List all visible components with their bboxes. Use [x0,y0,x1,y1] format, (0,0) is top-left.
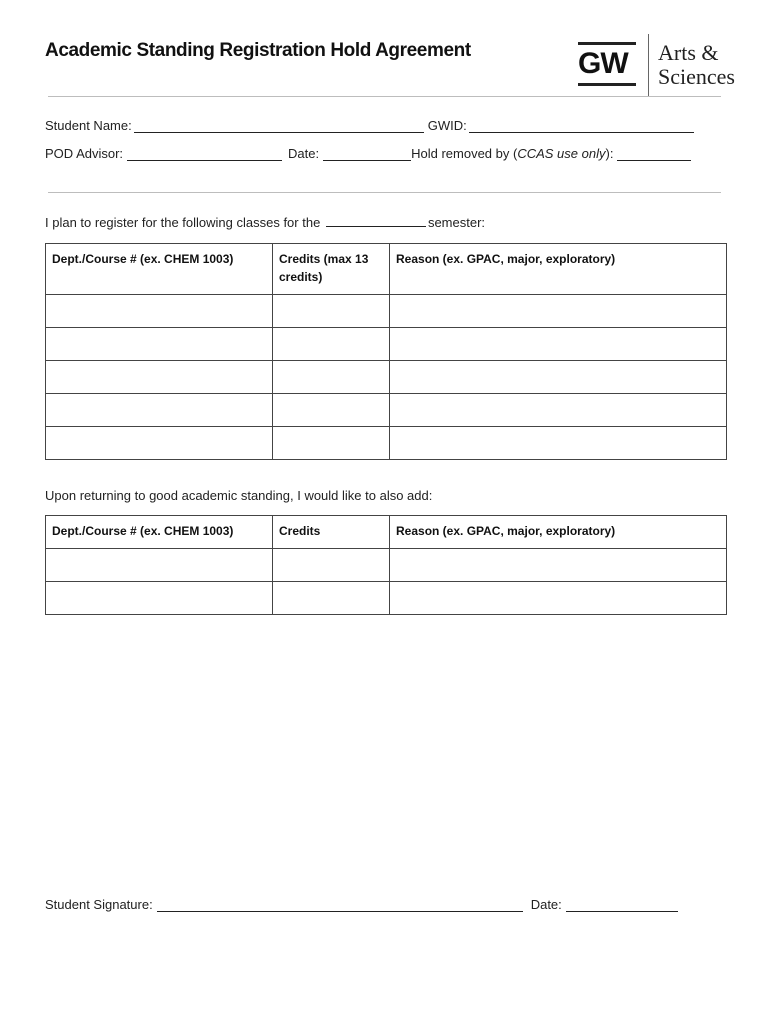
logo-text-line2: Sciences [658,64,735,89]
reason-cell[interactable] [390,361,727,394]
course-cell[interactable] [46,361,273,394]
course-cell[interactable] [46,295,273,328]
table-row [46,394,727,427]
logo-divider [648,34,649,96]
column-header-reason: Reason (ex. GPAC, major, exploratory) [390,516,727,549]
table-row [46,328,727,361]
additional-classes-table [45,515,727,615]
credits-cell[interactable] [273,427,390,460]
date-label: Date: [288,146,320,161]
student-name-row [45,118,696,133]
credits-cell[interactable] [273,394,390,427]
table-row [46,549,727,582]
signature-date-label: Date: [530,897,562,912]
credits-cell[interactable] [273,549,390,582]
table-row [46,427,727,460]
planned-classes-table [45,243,727,460]
gw-arts-sciences-logo [578,34,743,96]
course-cell[interactable] [46,394,273,427]
reason-cell[interactable] [390,394,727,427]
credits-cell[interactable] [273,361,390,394]
signature-row [45,897,680,912]
logo-text-line1: Arts & [658,40,719,65]
column-header-credits: Credits (max 13 credits) [273,244,390,295]
hold-removed-label: Hold removed by (CCAS use only): [411,146,614,161]
reason-cell[interactable] [390,549,727,582]
reason-cell[interactable] [390,582,727,615]
add-intro: Upon returning to good academic standing, I would like to also add: [45,488,433,503]
semester-line[interactable] [326,214,426,227]
gw-logo-mark: GW [578,42,636,86]
course-cell[interactable] [46,549,273,582]
pod-advisor-line[interactable] [127,146,282,161]
plan-intro-prefix: I plan to register for the following classes for the [45,215,321,230]
table-row [46,295,727,328]
table-header-row [46,244,727,295]
reason-cell[interactable] [390,328,727,361]
credits-cell[interactable] [273,582,390,615]
column-header-course: Dept./Course # (ex. CHEM 1003) [46,516,273,549]
credits-cell[interactable] [273,328,390,361]
reason-cell[interactable] [390,427,727,460]
section-divider [48,192,721,193]
plan-intro-suffix: semester: [427,215,486,230]
reason-cell[interactable] [390,295,727,328]
signature-date-line[interactable] [566,897,678,912]
course-cell[interactable] [46,427,273,460]
advisor-row [45,146,693,161]
column-header-reason: Reason (ex. GPAC, major, exploratory) [390,244,727,295]
table-row [46,361,727,394]
page-title: Academic Standing Registration Hold Agreement [45,40,471,61]
header-divider [48,96,721,97]
signature-label: Student Signature: [45,897,153,912]
credits-cell[interactable] [273,295,390,328]
column-header-course: Dept./Course # (ex. CHEM 1003) [46,244,273,295]
table-header-row [46,516,727,549]
plan-intro [45,214,485,230]
pod-advisor-label: POD Advisor: [45,146,124,161]
student-name-label: Student Name: [45,118,132,133]
course-cell[interactable] [46,582,273,615]
signature-line[interactable] [157,897,523,912]
hold-removed-line[interactable] [617,146,691,161]
date-line[interactable] [323,146,411,161]
table-row [46,582,727,615]
course-cell[interactable] [46,328,273,361]
student-name-line[interactable] [134,118,424,133]
gwid-label: GWID: [427,118,467,133]
column-header-credits: Credits [273,516,390,549]
gwid-line[interactable] [469,118,694,133]
